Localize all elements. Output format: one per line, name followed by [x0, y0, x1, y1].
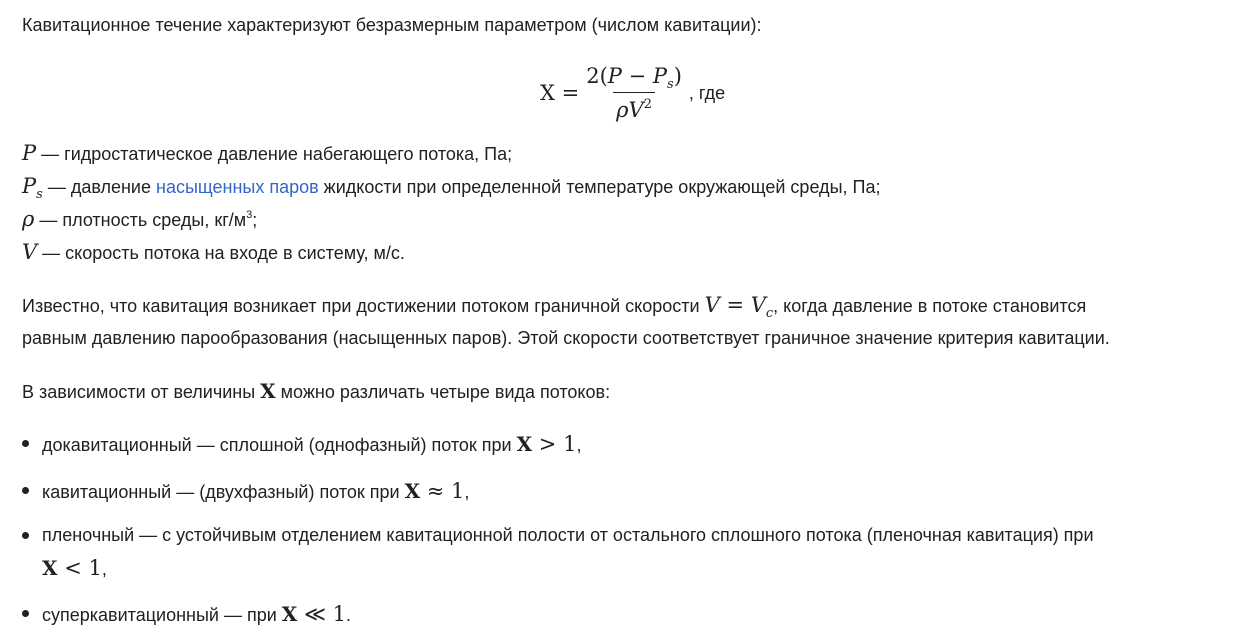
math-eq: =	[719, 293, 751, 317]
num-minus: −	[621, 64, 653, 88]
def-text: — гидростатическое давление набегающего потока, Па;	[36, 144, 513, 164]
list-item-continuation	[42, 558, 107, 579]
list-tail: .	[346, 605, 352, 625]
den-v: V	[628, 98, 644, 122]
definition-p	[22, 143, 512, 164]
definition-v	[22, 242, 405, 263]
list-item	[42, 434, 581, 455]
paragraph-critical-speed-line1	[22, 293, 1087, 321]
list-item	[42, 604, 351, 625]
cavitation-number-formula	[540, 60, 725, 126]
list-tail: ,	[576, 435, 582, 455]
definition-rho	[22, 209, 257, 230]
bullet	[22, 440, 29, 447]
saturated-vapor-link[interactable]: насыщенных паров	[156, 177, 319, 197]
den-rho: ρ	[616, 98, 629, 122]
list-text: кавитационный — (двухфазный) поток при	[42, 482, 405, 502]
math-relation: ≈ 1	[420, 479, 465, 503]
math-chi: Χ	[516, 432, 533, 456]
paragraph-critical-speed-line2: равным давлению парообразования (насыщенных паров). Этой скорости соответствует граничное значение критерия кавитации.	[22, 328, 1110, 348]
def-symbol: ρ	[22, 207, 35, 231]
math-chi: Χ	[260, 379, 276, 403]
def-text: — плотность среды, кг/м	[34, 210, 247, 230]
num-close: )	[673, 64, 682, 88]
def-text: — скорость потока на входе в систему, м/с.	[37, 243, 405, 263]
num-ps-sub: s	[667, 77, 674, 92]
formula-denominator	[613, 92, 655, 122]
math-chi: Χ	[404, 479, 421, 503]
den-exponent: 2	[643, 97, 652, 112]
def-superscript: 3	[246, 209, 253, 221]
para-text: , когда давление в потоке становится	[773, 296, 1087, 316]
math-chi: Χ	[42, 556, 58, 580]
bullet	[22, 487, 29, 494]
intro-paragraph: Кавитационное течение характеризуют безразмерным параметром (числом кавитации):	[22, 15, 762, 35]
formula-suffix: , где	[688, 82, 726, 103]
list-item	[42, 481, 469, 502]
math-relation: ≪ 1	[297, 602, 347, 626]
num-p: P	[607, 64, 622, 88]
formula-lhs: Χ =	[540, 81, 580, 105]
formula-fraction	[583, 64, 685, 122]
def-symbol: P	[22, 174, 37, 198]
para-text: можно различать четыре вида потоков:	[275, 382, 611, 402]
def-subscript: s	[36, 187, 43, 202]
num-ps: P	[652, 64, 668, 88]
def-text: жидкости при определенной температуре окружающей среды, Па;	[318, 177, 881, 197]
math-relation: > 1	[532, 432, 577, 456]
para-text: В зависимости от величины	[22, 382, 261, 402]
formula-numerator	[583, 64, 685, 92]
list-item: пленочный — с устойчивым отделением кавитационной полости от остального сплошного потока (пленочная кавитация) при	[42, 525, 1094, 545]
paragraph-flow-types	[22, 381, 610, 401]
def-symbol: V	[22, 240, 38, 264]
list-tail: ,	[464, 482, 470, 502]
bullet	[22, 610, 29, 617]
definition-ps	[22, 174, 881, 202]
math-v: V	[704, 293, 720, 317]
list-tail: ,	[101, 559, 107, 579]
math-c-sub: c	[765, 306, 774, 321]
math-vc: V	[750, 293, 766, 317]
para-text: Известно, что кавитация возникает при достижении потоком граничной скорости	[22, 296, 705, 316]
num-prefix: 2(	[586, 64, 608, 88]
def-symbol: P	[22, 141, 37, 165]
list-text: докавитационный — сплошной (однофазный) поток при	[42, 435, 517, 455]
def-tail: ;	[252, 210, 258, 230]
list-text: суперкавитационный — при	[42, 605, 282, 625]
math-relation: < 1	[57, 556, 102, 580]
math-chi: Χ	[281, 602, 298, 626]
def-text: — давление	[42, 177, 156, 197]
bullet	[22, 532, 29, 539]
